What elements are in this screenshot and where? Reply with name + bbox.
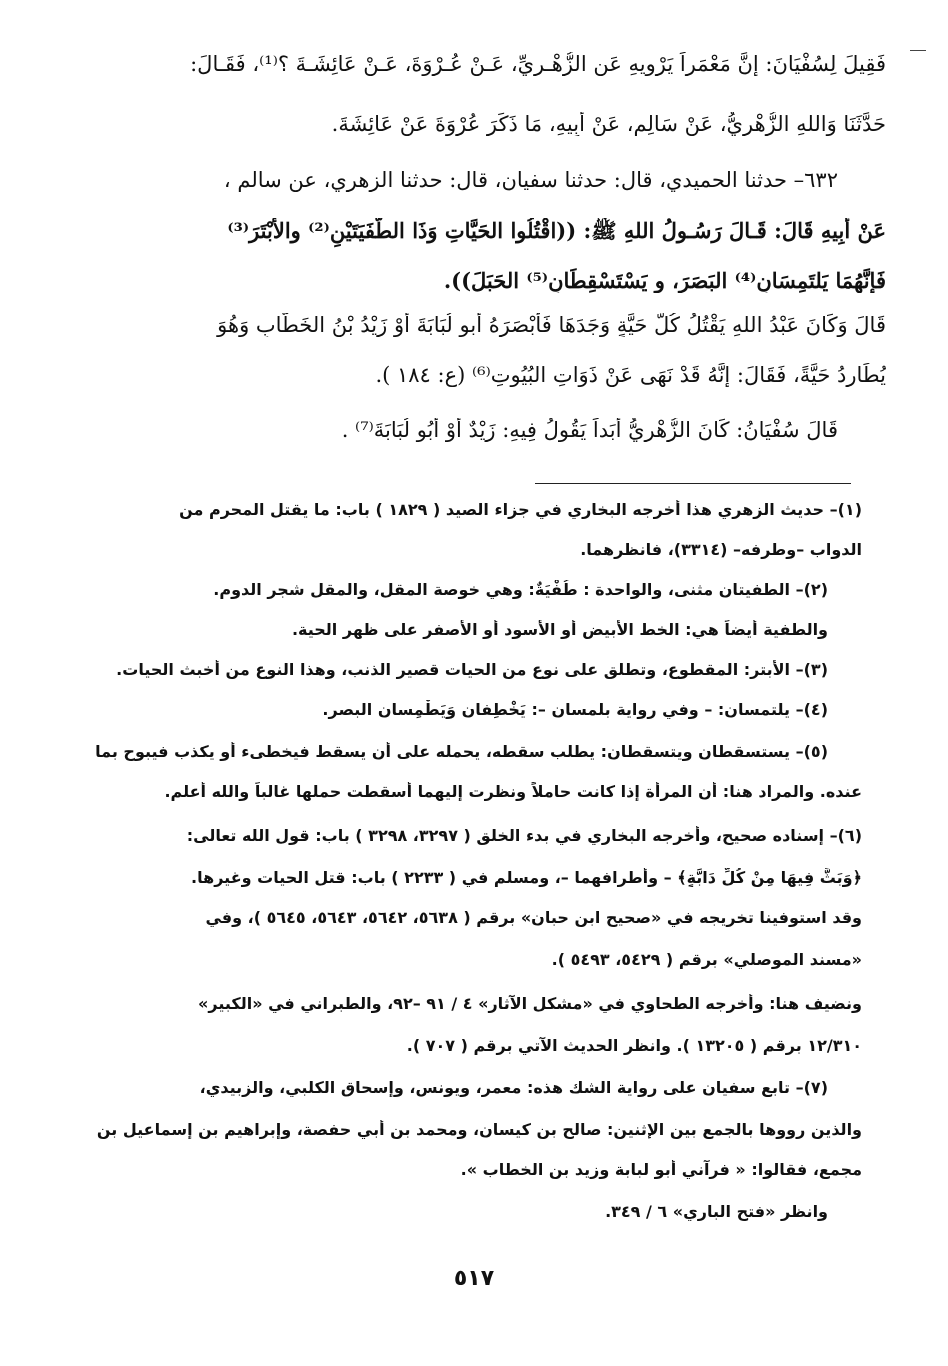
page-number: ٥١٧ [453,1266,495,1291]
footnote-line: مجمع، فقالوا: « فرآني أبو لبابة وزيد بن الخطاب ». [460,1160,862,1179]
footnote-line: (٣)– الأبتر: المقطوع، وتطلق على نوع من الحيات قصير الذنب، وهذا النوع من أخبث الحيات. [116,660,828,679]
footnote-line: (٤)– يلتمسان: – وفي رواية بلمسان –: يَخْطِفان وَيَطْمِسان البصر. [322,700,828,719]
footnote-line: عنده. والمراد هنا: أن المرأة إذا كانت حاملاً ونظرت إليهما أسقطت حملها غالباً والله أعلم. [164,782,862,801]
footnote-line: (٧)– تابع سفيان على رواية الشك هذه: معمر، ويونس، وإسحاق الكلبي، والزبيدي، [199,1078,828,1097]
main-text-line: فَقِيلَ لِسُفْيَانَ: إنَّ مَعْمَراً يَرْوِيهِ عَنِ الزُّهْـرِيِّ، عَـنْ عُـرْوَةَ، عَـنْ عَائِشَـةَ ؟⁽¹⁾، فَقَـالَ: [190,52,886,76]
footnote-line: (٢)– الطفيتان مثنى، والواحدة : طُفْيَةٌ: وهي خوصة المقل، والمقل شجر الدوم. [213,580,828,599]
footnote-separator [535,483,851,484]
main-text-line: حَدَّثَنَا وَاللهِ الزُّهْرِيُّ، عَنْ سَالِمٍ، عَنْ أَبِيهِ، مَا ذَكَرَ عُرْوَةَ عَنْ عَائِشَةَ. [331,112,886,136]
footnote-line: (١)– حديث الزهري هذا أخرجه البخاري في جزاء الصيد ( ١٨٢٩ ) باب: ما يقتل المحرم من [179,500,862,519]
footnote-line: (٦)– إسناده صحيح، وأخرجه البخاري في بدء الخلق ( ٣٢٩٧، ٣٢٩٨ ) باب: قول الله تعالى: [186,826,862,845]
main-text-line: قَالَ وَكَانَ عَبْدُ اللهِ يَقْتُلُ كُلَّ حَيَّةٍ وَجَدَهَا فَأَبْصَرَهُ أَبو لُبَابَةَ أَوْ زَيْدُ بْنُ الخَطَّابِ وَهُوَ [217,313,886,337]
footnote-line: «مسند الموصلي» برقم ( ٥٤٢٩، ٥٤٩٣ ). [551,950,862,969]
main-text-line: فَإنَّهُمَا يَلتَمِسَانِ⁽⁴⁾ البَصَرَ، و يَسْتَسْقِطَانِ⁽⁵⁾ الحَبَلَ)). [443,268,886,293]
main-text-line: يُطَارِدُ حَيَّةً، فَقَالَ: إنَّهُ قَدْ نَهَى عَنْ ذَوَاتِ البُيُوتِ⁽⁶⁾ (ع: ١٨٤ ). [375,363,886,387]
margin-mark [910,50,926,51]
footnote-line: والذين رووها بالجمع بين الإثنين: صالح بن كيسان، ومحمد بن أبي حفصة، وإبراهيم بن إسماعيل بن [96,1120,862,1139]
footnote-line: الدواب –وطرفه– (٣٣١٤)، فانظرهما. [580,540,862,559]
hadith-number-line: ٦٣٢– حدثنا الحميدي، قال: حدثنا سفيان، قال: حدثنا الزهري، عن سالم ، [223,168,838,192]
footnote-line: ١٢/٣١٠ برقم ( ١٣٢٠٥ ). وانظر الحديث الآتي برقم ( ٧٠٧ ). [406,1036,862,1055]
footnote-line: والطفية أيضاً هي: الخط الأبيض أو الأسود أو الأصفر على ظهر الحية. [291,620,828,639]
footnote-line: وقد استوفينا تخريجه في «صحيح ابن حبان» برقم ( ٥٦٣٨، ٥٦٤٢، ٥٦٤٣، ٥٦٤٥ )، وفي [205,908,862,927]
footnote-line: ﴿وَبَثَّ فِيهَا مِنْ كُلِّ دَابَّةٍ﴾ – وأطرافهما –، ومسلم في ( ٢٢٣٣ ) باب: قتل الحيات وغيرها. [191,868,862,887]
main-text-line: عَنْ أَبِيهِ قَالَ: قَـالَ رَسُـولُ اللهِ ﷺ: ((اقْتُلُوا الحَيَّاتِ وَذَا الطُّفَيَتَيْنِ⁽²⁾ والأَبْتَرَ⁽³⁾ [227,218,886,243]
footnote-line: وانظر «فتح الباري» ٦ / ٣٤٩. [605,1202,828,1221]
footnote-line: ونضيف هنا: وأخرجه الطحاوي في «مشكل الآثار» ٤ / ٩١ –٩٢، والطبراني في «الكبير» [198,994,862,1013]
main-text-line: قَالَ سُفْيَانُ: كَانَ الزُّهْرِيُّ أَبَداً يَقُولُ فِيهِ: زَيْدٌ أَوْ أَبُو لُبَابَةَ⁽⁷⁾ . [341,418,838,442]
footnote-line: (٥)– يستسقطان ويتسقطان: يطلب سقطه، يحمله على أن يسقط فيخطىء أو يكذب فيبوح بما [95,742,828,761]
